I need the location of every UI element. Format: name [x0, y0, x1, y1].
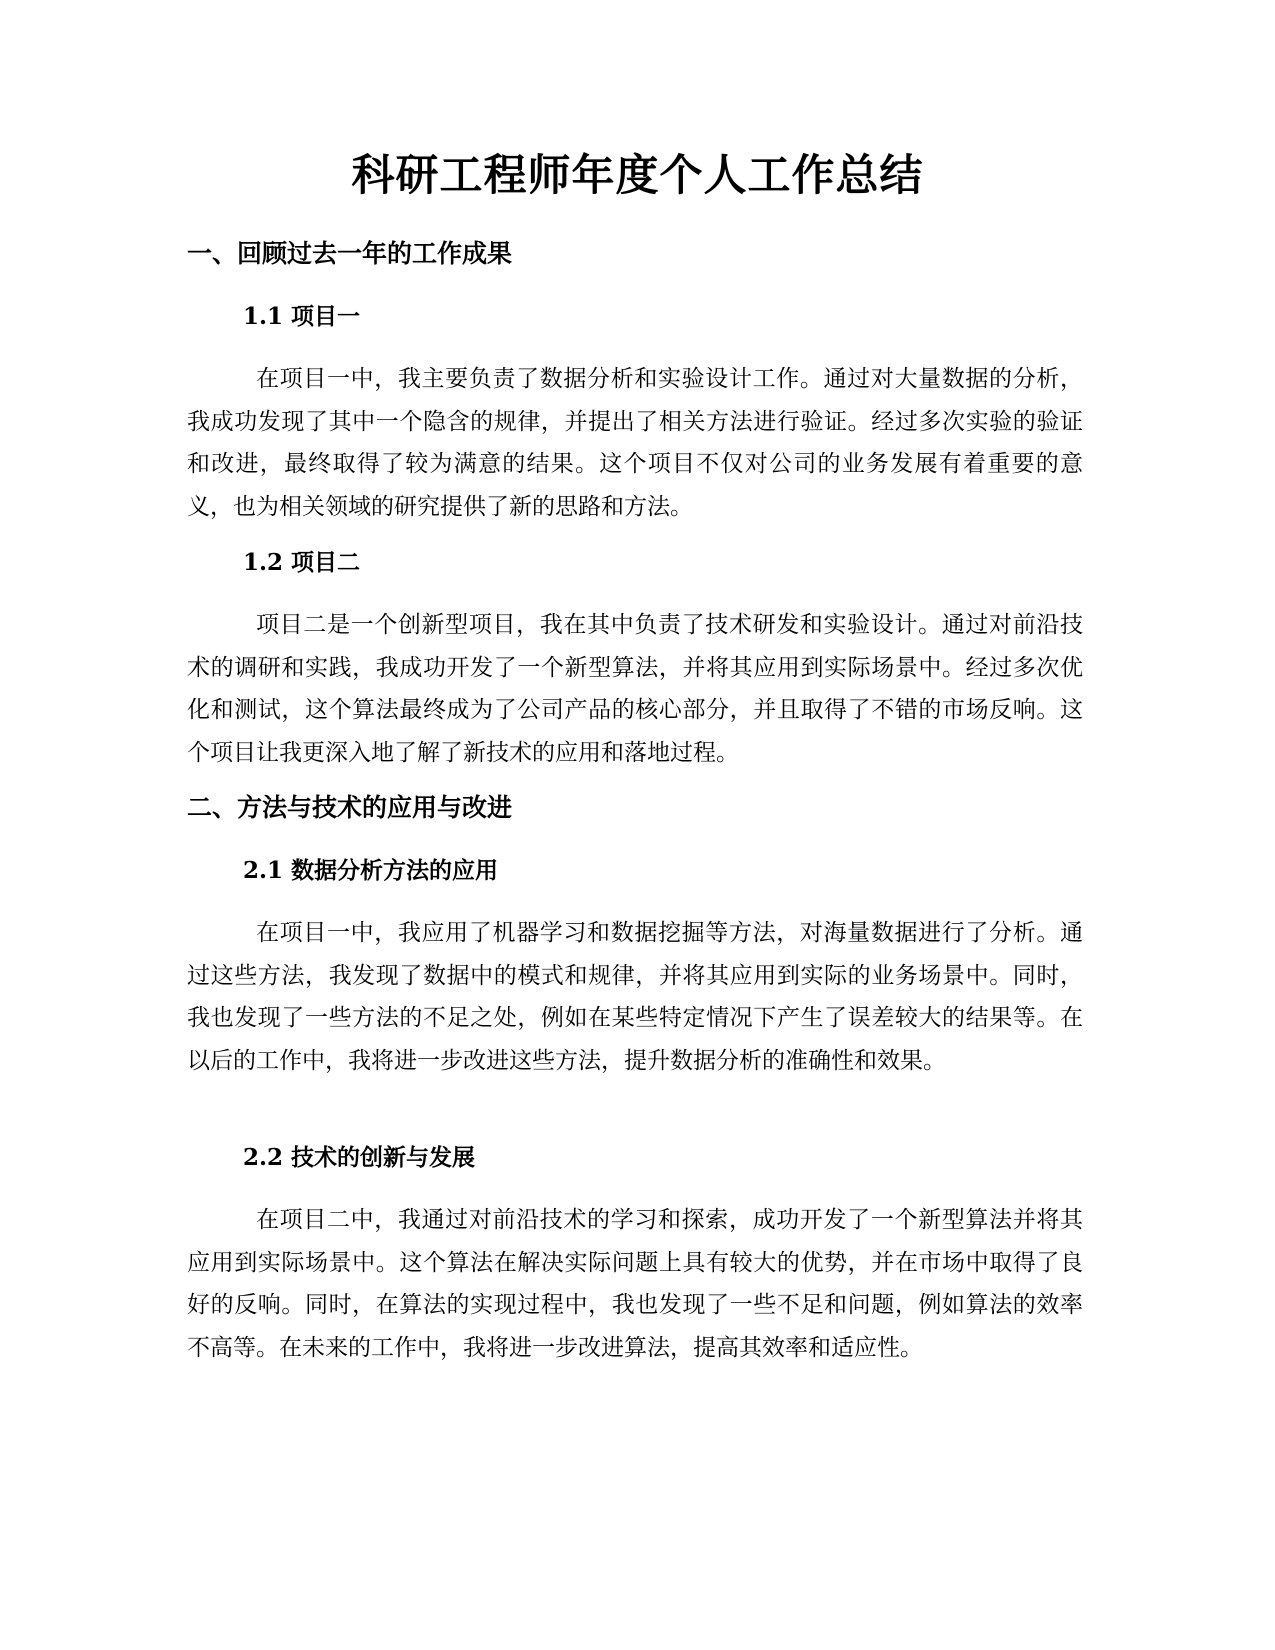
section-heading-2: 二、方法与技术的应用与改进 — [187, 793, 513, 822]
subsection-heading-1-1: 1.1 项目一 — [243, 303, 361, 330]
document-title: 科研工程师年度个人工作总结 — [351, 151, 924, 201]
paragraph-1-1: 在项目一中，我主要负责了数据分析和实验设计工作。通过对大量数据的分析，我成功发现了其中一个隐含的规律，并提出了相关方法进行验证。经过多次实验的验证和改进，最终取得了较为满意的结果。这个项目不仅对公司的业务发展有着重要的意义，也为相关领域的研究提供了新的思路和方法。 — [187, 366, 1083, 520]
paragraph-1-2: 项目二是一个创新型项目，我在其中负责了技术研发和实验设计。通过对前沿技术的调研和实践，我成功开发了一个新型算法，并将其应用到实际场景中。经过多次优化和测试，这个算法最终成为了公司产品的核心部分，并且取得了不错的市场反响。这个项目让我更深入地了解了新技术的应用和落地过程。 — [187, 612, 1083, 766]
paragraph-2-2: 在项目二中，我通过对前沿技术的学习和探索，成功开发了一个新型算法并将其应用到实际场景中。这个算法在解决实际问题上具有较大的优势，并在市场中取得了良好的反响。同时，在算法的实现过程中，我也发现了一些不足和问题，例如算法的效率不高等。在未来的工作中，我将进一步改进算法，提高其效率和适应性。 — [187, 1207, 1083, 1361]
section-heading-1: 一、回顾过去一年的工作成果 — [187, 239, 513, 268]
subsection-heading-2-2: 2.2 技术的创新与发展 — [243, 1144, 476, 1171]
subsection-heading-1-2: 1.2 项目二 — [243, 549, 361, 576]
subsection-heading-2-1: 2.1 数据分析方法的应用 — [243, 857, 499, 884]
paragraph-2-1: 在项目一中，我应用了机器学习和数据挖掘等方法，对海量数据进行了分析。通过这些方法，我发现了数据中的模式和规律，并将其应用到实际的业务场景中。同时，我也发现了一些方法的不足之处，例如在某些特定情况下产生了误差较大的结果等。在以后的工作中，我将进一步改进这些方法，提升数据分析的准确性和效果。 — [187, 920, 1083, 1074]
